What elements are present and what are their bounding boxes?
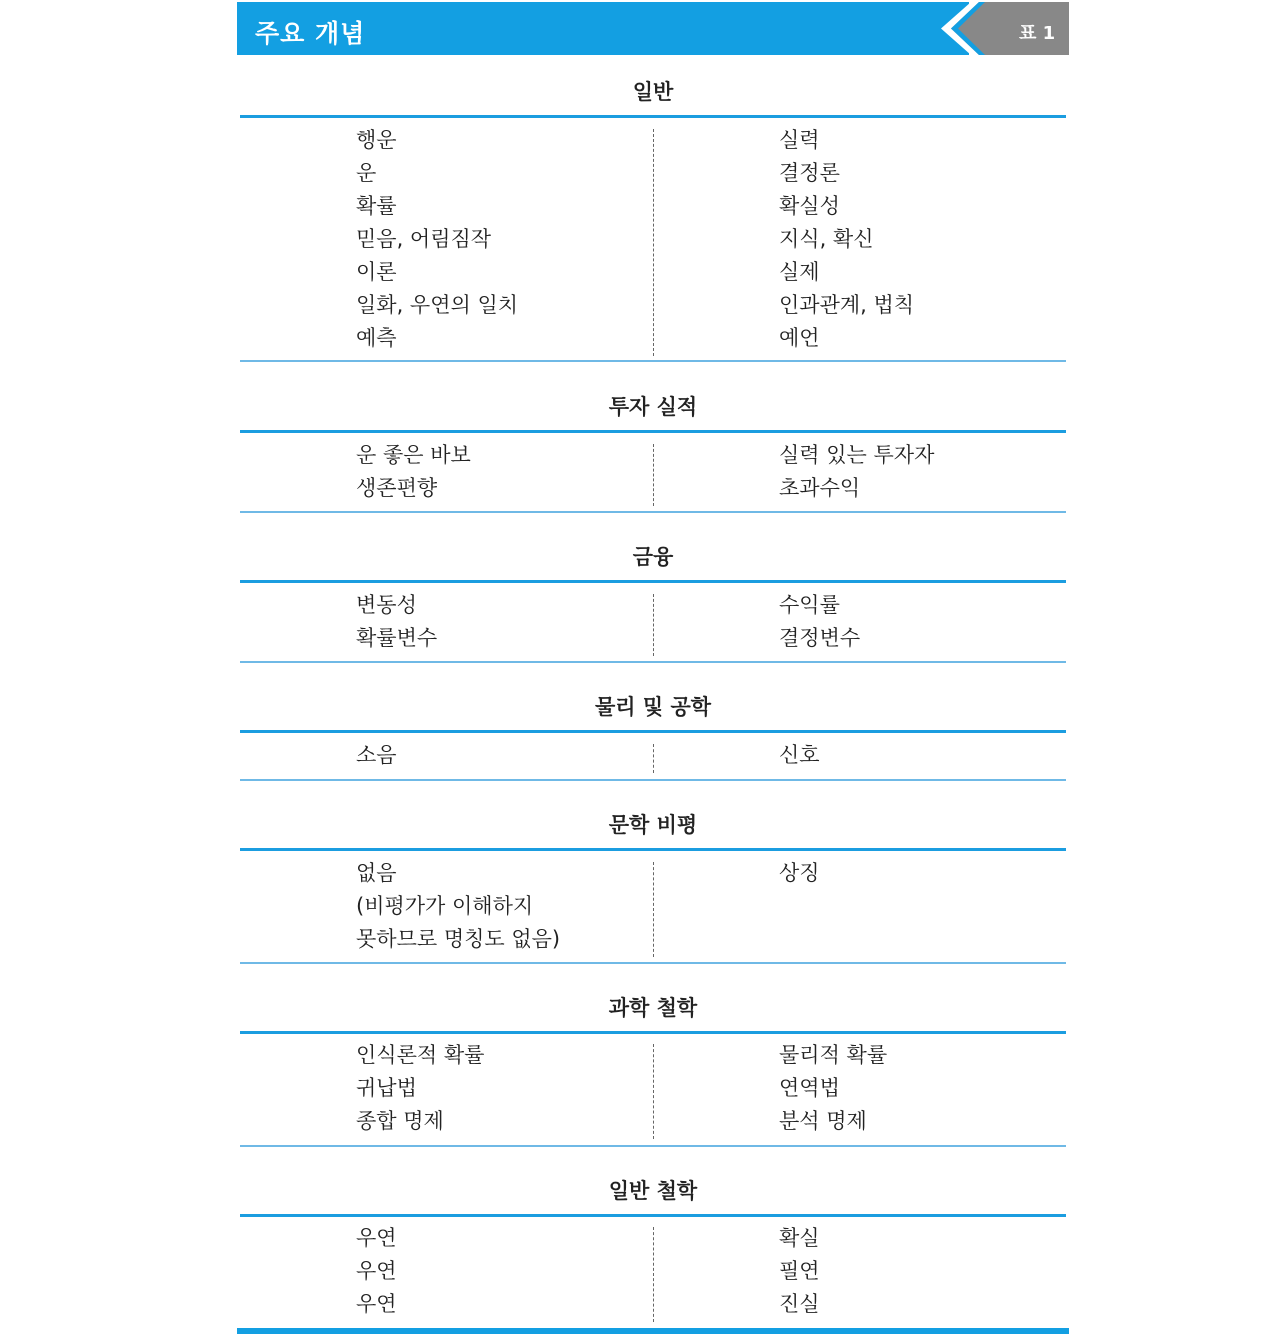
concept-item: 행운 — [356, 128, 397, 152]
right-column — [779, 124, 914, 355]
section-title: 일반 철학 — [608, 1179, 698, 1203]
column-divider — [653, 594, 654, 656]
concept-item: 결정변수 — [779, 626, 861, 650]
section-top-rule — [240, 580, 1066, 583]
left-column — [356, 739, 397, 772]
left-column — [356, 439, 471, 505]
concept-item: 일화, 우연의 일치 — [356, 293, 519, 317]
section-body — [237, 857, 1069, 956]
concept-item: 확실성 — [779, 194, 840, 218]
right-column — [779, 589, 860, 655]
concept-item: 확률변수 — [356, 626, 438, 650]
concept-item: 실력 있는 투자자 — [779, 443, 935, 467]
section-body — [237, 1222, 1069, 1321]
section-top-rule — [240, 730, 1066, 733]
concept-item: 종합 명제 — [356, 1109, 444, 1133]
section-top-rule — [240, 848, 1066, 851]
section-bottom-rule — [240, 962, 1066, 964]
left-column — [356, 124, 518, 355]
section-top-rule — [240, 115, 1066, 118]
right-column — [779, 1039, 887, 1138]
section-body — [237, 739, 1069, 772]
section-body — [237, 124, 1069, 355]
concept-item: 초과수익 — [779, 476, 861, 500]
concept-item: 운 — [356, 161, 377, 185]
bottom-rule — [237, 1328, 1069, 1334]
concept-item: 귀납법 — [356, 1076, 417, 1100]
section-top-rule — [240, 1214, 1066, 1217]
concept-item: 지식, 확신 — [779, 227, 874, 251]
table-title: 주요 개념 — [255, 19, 366, 48]
concept-item: 인과관계, 법칙 — [779, 293, 915, 317]
concept-item: 없음 — [356, 861, 397, 885]
column-divider — [653, 862, 654, 957]
column-divider — [653, 744, 654, 773]
section-top-rule — [240, 430, 1066, 433]
column-divider — [653, 1227, 654, 1322]
right-column — [779, 739, 820, 772]
concept-item: 예측 — [356, 326, 397, 350]
left-column — [356, 1222, 397, 1321]
concept-item: (비평가가 이해하지 — [356, 894, 534, 918]
concept-item: 믿음, 어림짐작 — [356, 227, 492, 251]
concept-item: 생존편향 — [356, 476, 438, 500]
concept-item: 실력 — [779, 128, 820, 152]
concept-item: 상징 — [779, 861, 820, 885]
concept-item: 실제 — [779, 260, 820, 284]
concept-item: 분석 명제 — [779, 1109, 867, 1133]
section-title: 과학 철학 — [608, 996, 698, 1020]
concept-item: 신호 — [779, 743, 820, 767]
right-column — [779, 439, 934, 505]
concept-item: 우연 — [356, 1292, 397, 1316]
concept-item: 결정론 — [779, 161, 840, 185]
concept-item: 연역법 — [779, 1076, 840, 1100]
section-top-rule — [240, 1031, 1066, 1034]
section-title: 금융 — [632, 545, 674, 569]
section-title: 투자 실적 — [608, 395, 698, 419]
concept-item: 진실 — [779, 1292, 820, 1316]
concept-item: 수익률 — [779, 593, 840, 617]
concept-item: 변동성 — [356, 593, 417, 617]
section-title: 물리 및 공학 — [594, 695, 712, 719]
left-column — [356, 1039, 484, 1138]
section-body — [237, 589, 1069, 655]
header-bar — [237, 2, 969, 55]
table-number-tab — [941, 2, 1069, 55]
section-body — [237, 439, 1069, 505]
section-title: 문학 비평 — [608, 813, 698, 837]
column-divider — [653, 1044, 654, 1139]
table-number: 표 1 — [1019, 23, 1056, 44]
concept-item: 확실 — [779, 1226, 820, 1250]
left-column — [356, 857, 560, 956]
section-bottom-rule — [240, 779, 1066, 781]
concept-item: 확률 — [356, 194, 397, 218]
section-bottom-rule — [240, 360, 1066, 362]
section-bottom-rule — [240, 1145, 1066, 1147]
concept-item: 소음 — [356, 743, 397, 767]
concept-table — [237, 0, 1069, 1334]
concept-item: 예언 — [779, 326, 820, 350]
section-body — [237, 1039, 1069, 1138]
concept-item: 운 좋은 바보 — [356, 443, 471, 467]
table-header — [237, 0, 1069, 55]
concept-item: 우연 — [356, 1226, 397, 1250]
left-column — [356, 589, 437, 655]
concept-item: 우연 — [356, 1259, 397, 1283]
column-divider — [653, 444, 654, 506]
concept-item: 필연 — [779, 1259, 820, 1283]
section-bottom-rule — [240, 661, 1066, 663]
concept-item: 물리적 확률 — [779, 1043, 888, 1067]
section-bottom-rule — [240, 511, 1066, 513]
right-column — [779, 857, 820, 890]
column-divider — [653, 129, 654, 356]
right-column — [779, 1222, 820, 1321]
concept-item: 인식론적 확률 — [356, 1043, 485, 1067]
concept-item: 못하므로 명칭도 없음) — [356, 927, 561, 951]
section-title: 일반 — [632, 80, 674, 104]
concept-item: 이론 — [356, 260, 397, 284]
